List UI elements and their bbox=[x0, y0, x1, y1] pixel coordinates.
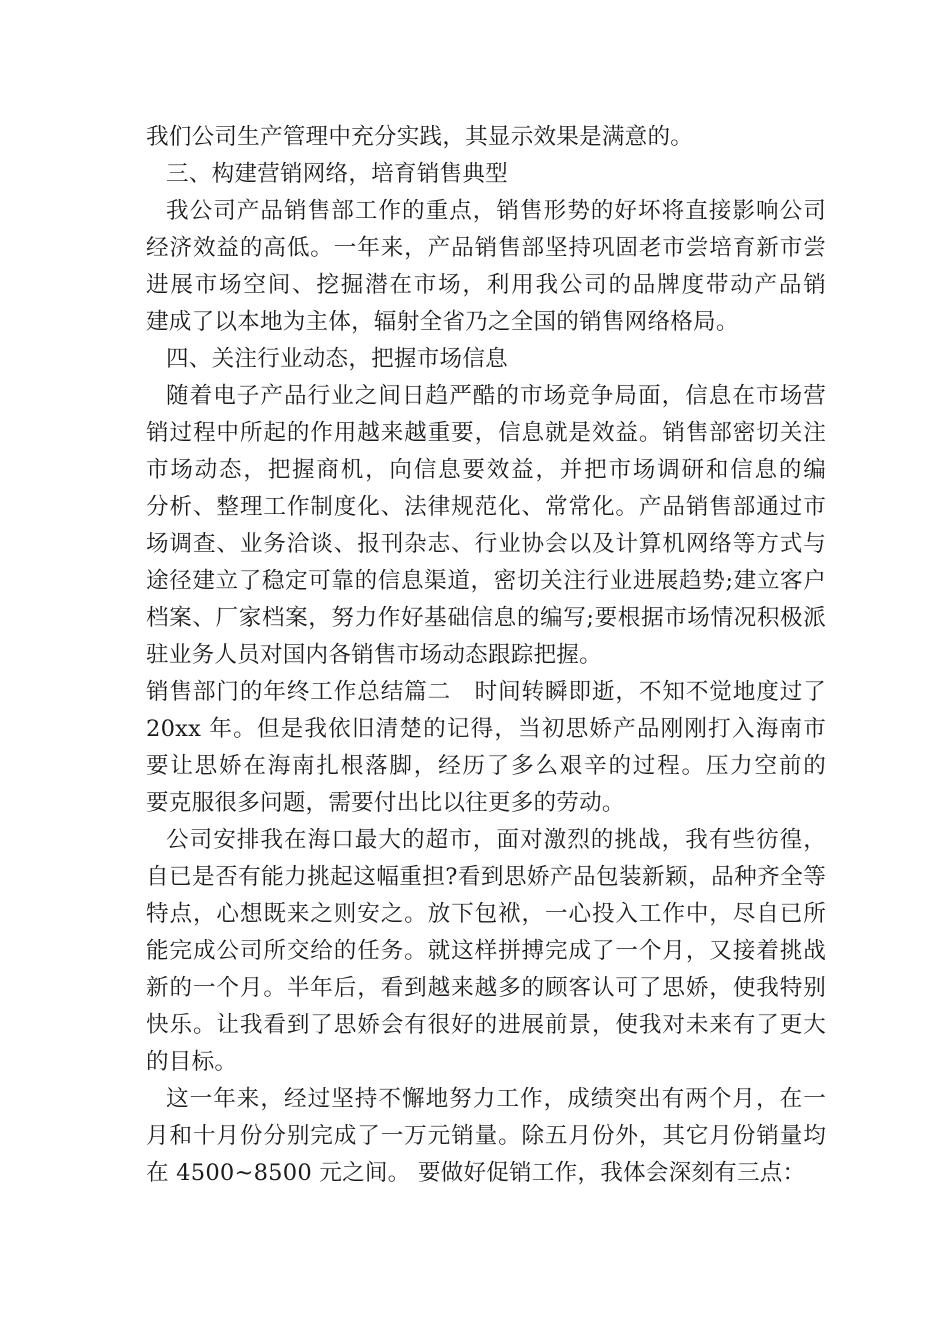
document-body bbox=[146, 119, 826, 1192]
text-line: 销过程中所起的作用越来越重要，信息就是效益。销售部密切关注 bbox=[146, 420, 826, 446]
text-line: 新的一个月。半年后，看到越来越多的顾客认可了思娇，使我特别 bbox=[146, 975, 826, 1001]
text-line: 在 4500~8500 元之间。 要做好促销工作，我体会深刻有三点： bbox=[146, 1160, 806, 1186]
text-line: 途径建立了稳定可靠的信息渠道，密切关注行业进展趋势;建立客户 bbox=[146, 568, 826, 594]
text-line: 档案、厂家档案，努力作好基础信息的编写;要根据市场情况积极派 bbox=[146, 605, 826, 631]
text-line: 月和十月份分别完成了一万元销量。除五月份外，其它月份销量均 bbox=[146, 1123, 826, 1149]
text-line: 快乐。让我看到了思娇会有很好的进展前景，使我对未来有了更大 bbox=[146, 1012, 826, 1038]
text-line: 随着电子产品行业之间日趋严酷的市场竞争局面，信息在市场营 bbox=[166, 383, 826, 409]
text-line: 进展市场空间、挖掘潜在市场，利用我公司的品牌度带动产品销 bbox=[146, 272, 826, 298]
text-line: 我公司产品销售部工作的重点，销售形势的好坏将直接影响公司 bbox=[166, 198, 826, 224]
text-line: 驻业务人员对国内各销售市场动态跟踪把握。 bbox=[146, 642, 602, 668]
text-line: 经济效益的高低。一年来，产品销售部坚持巩固老市尝培育新市尝 bbox=[146, 235, 826, 261]
text-line: 能完成公司所交给的任务。就这样拼搏完成了一个月，又接着挑战 bbox=[146, 938, 826, 964]
text-line: 三、构建营销网络，培育销售典型 bbox=[166, 161, 508, 187]
text-line: 场调查、业务洽谈、报刊杂志、行业协会以及计算机网络等方式与 bbox=[146, 531, 826, 557]
text-line: 销售部门的年终工作总结篇二 时间转瞬即逝，不知不觉地度过了 bbox=[146, 679, 826, 705]
text-line: 四、关注行业动态，把握市场信息 bbox=[166, 346, 508, 372]
text-line: 要让思娇在海南扎根落脚，经历了多么艰辛的过程。压力空前的 bbox=[146, 753, 826, 779]
text-line: 要克服很多问题，需要付出比以往更多的劳动。 bbox=[146, 790, 625, 816]
text-line: 20xx 年。但是我依旧清楚的记得，当初思娇产品刚刚打入海南市 bbox=[146, 716, 826, 742]
text-line: 市场动态，把握商机，向信息要效益，并把市场调研和信息的编 bbox=[146, 457, 826, 483]
text-line: 的目标。 bbox=[146, 1049, 238, 1075]
text-line: 公司安排我在海口最大的超市，面对激烈的挑战，我有些彷徨， bbox=[166, 827, 826, 853]
text-line: 分析、整理工作制度化、法律规范化、常常化。产品销售部通过市 bbox=[146, 494, 826, 520]
text-line: 我们公司生产管理中充分实践，其显示效果是满意的。 bbox=[146, 124, 694, 150]
text-line: 自已是否有能力挑起这幅重担?看到思娇产品包装新颖，品种齐全等 bbox=[146, 864, 826, 890]
text-line: 建成了以本地为主体，辐射全省乃之全国的销售网络格局。 bbox=[146, 309, 739, 335]
text-line: 这一年来，经过坚持不懈地努力工作，成绩突出有两个月，在一 bbox=[166, 1086, 826, 1112]
text-line: 特点，心想既来之则安之。放下包袱，一心投入工作中，尽自已所 bbox=[146, 901, 826, 927]
